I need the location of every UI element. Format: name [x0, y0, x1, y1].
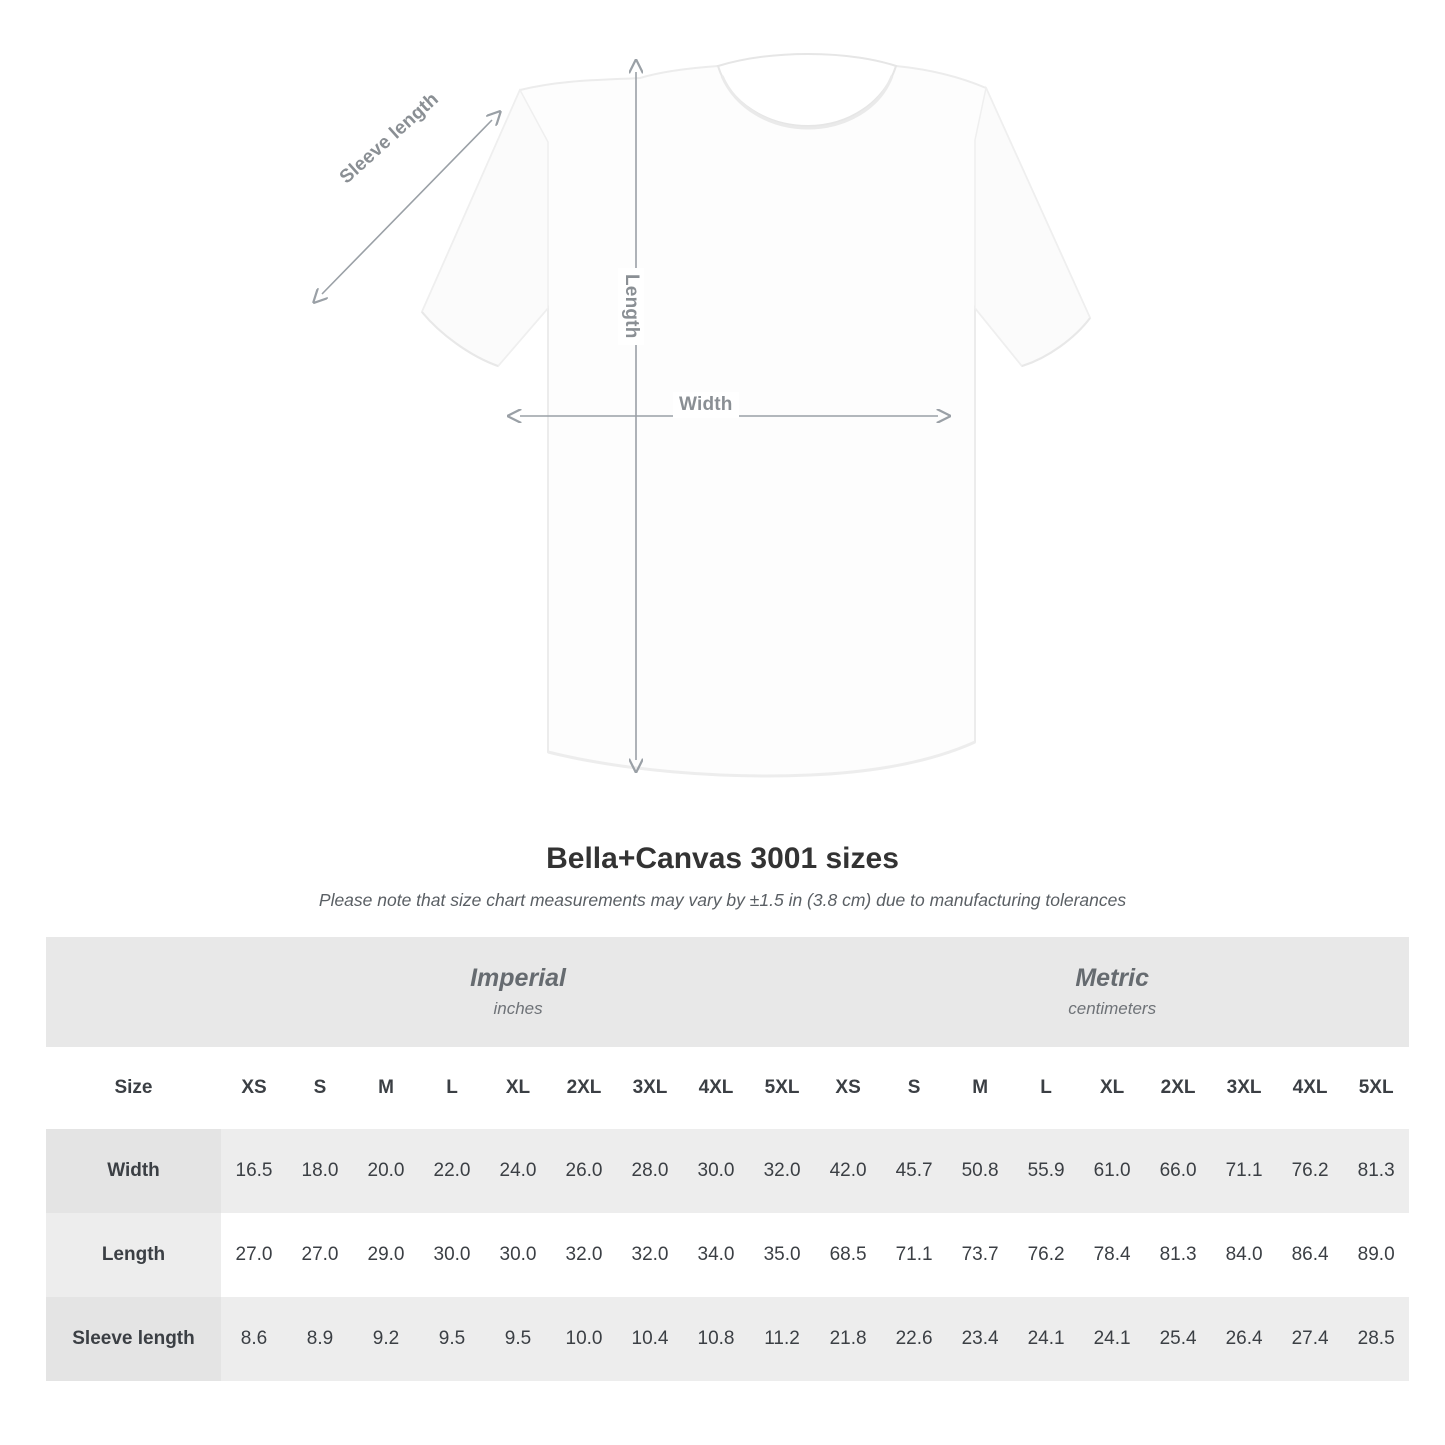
unit-header-row	[46, 937, 1409, 1047]
imperial-sub: inches	[493, 998, 543, 1018]
size-col-5xl-metric: 5XL	[1343, 1047, 1409, 1129]
cell-width-4xl-in: 30.0	[683, 1129, 749, 1213]
width-label: Width	[673, 392, 739, 418]
cell-width-m-cm: 50.8	[947, 1129, 1013, 1213]
cell-length-l-in: 30.0	[419, 1213, 485, 1297]
cell-width-5xl-cm: 81.3	[1343, 1129, 1409, 1213]
cell-sleeve-5xl-in: 11.2	[749, 1297, 815, 1381]
size-col-3xl-imperial: 3XL	[617, 1047, 683, 1129]
cell-length-2xl-cm: 81.3	[1145, 1213, 1211, 1297]
row-label-sleeve-length: Sleeve length	[46, 1297, 221, 1381]
cell-length-5xl-in: 35.0	[749, 1213, 815, 1297]
page-title: Bella+Canvas 3001 sizes	[546, 842, 899, 875]
cell-sleeve-l-cm: 24.1	[1013, 1297, 1079, 1381]
chart-title-block	[0, 842, 1445, 911]
cell-length-4xl-in: 34.0	[683, 1213, 749, 1297]
cell-sleeve-l-in: 9.5	[419, 1297, 485, 1381]
cell-length-l-cm: 76.2	[1013, 1213, 1079, 1297]
cell-sleeve-s-in: 8.9	[287, 1297, 353, 1381]
cell-length-m-cm: 73.7	[947, 1213, 1013, 1297]
cell-width-3xl-cm: 71.1	[1211, 1129, 1277, 1213]
size-col-l-metric: L	[1013, 1047, 1079, 1129]
cell-width-xl-cm: 61.0	[1079, 1129, 1145, 1213]
cell-length-3xl-cm: 84.0	[1211, 1213, 1277, 1297]
cell-sleeve-s-cm: 22.6	[881, 1297, 947, 1381]
cell-length-4xl-cm: 86.4	[1277, 1213, 1343, 1297]
cell-sleeve-2xl-in: 10.0	[551, 1297, 617, 1381]
row-label-length: Length	[46, 1213, 221, 1297]
size-chart-table	[46, 937, 1409, 1381]
cell-sleeve-5xl-cm: 28.5	[1343, 1297, 1409, 1381]
cell-width-2xl-in: 26.0	[551, 1129, 617, 1213]
cell-length-xs-in: 27.0	[221, 1213, 287, 1297]
cell-length-2xl-in: 32.0	[551, 1213, 617, 1297]
size-col-m-imperial: M	[353, 1047, 419, 1129]
size-col-5xl-imperial: 5XL	[749, 1047, 815, 1129]
cell-length-xl-cm: 78.4	[1079, 1213, 1145, 1297]
cell-sleeve-xl-in: 9.5	[485, 1297, 551, 1381]
cell-width-xs-cm: 42.0	[815, 1129, 881, 1213]
cell-sleeve-m-in: 9.2	[353, 1297, 419, 1381]
cell-length-3xl-in: 32.0	[617, 1213, 683, 1297]
cell-width-xl-in: 24.0	[485, 1129, 551, 1213]
size-col-l-imperial: L	[419, 1047, 485, 1129]
cell-length-m-in: 29.0	[353, 1213, 419, 1297]
metric-name: Metric	[1075, 964, 1149, 993]
length-label: Length	[618, 268, 644, 345]
unit-header-imperial	[221, 937, 815, 1047]
size-col-2xl-metric: 2XL	[1145, 1047, 1211, 1129]
cell-width-l-in: 22.0	[419, 1129, 485, 1213]
size-col-s-metric: S	[881, 1047, 947, 1129]
metric-sub: centimeters	[1068, 998, 1157, 1018]
cell-width-5xl-in: 32.0	[749, 1129, 815, 1213]
unit-header-metric	[815, 937, 1409, 1047]
cell-length-5xl-cm: 89.0	[1343, 1213, 1409, 1297]
row-header-size: Size	[46, 1047, 221, 1129]
cell-width-s-in: 18.0	[287, 1129, 353, 1213]
cell-width-3xl-in: 28.0	[617, 1129, 683, 1213]
cell-sleeve-3xl-in: 10.4	[617, 1297, 683, 1381]
size-header-row	[46, 1047, 1409, 1129]
cell-length-s-in: 27.0	[287, 1213, 353, 1297]
cell-sleeve-2xl-cm: 25.4	[1145, 1297, 1211, 1381]
row-label-width: Width	[46, 1129, 221, 1213]
cell-width-4xl-cm: 76.2	[1277, 1129, 1343, 1213]
size-col-2xl-imperial: 2XL	[551, 1047, 617, 1129]
unit-header-empty	[46, 937, 221, 1047]
cell-width-m-in: 20.0	[353, 1129, 419, 1213]
cell-sleeve-4xl-cm: 27.4	[1277, 1297, 1343, 1381]
table-row	[46, 1213, 1409, 1297]
cell-sleeve-m-cm: 23.4	[947, 1297, 1013, 1381]
size-col-xl-imperial: XL	[485, 1047, 551, 1129]
tolerance-note: Please note that size chart measurements may vary by ±1.5 in (3.8 cm) due to manufacturing tolerances	[318, 890, 1127, 910]
size-chart-table-wrapper	[46, 937, 1399, 1381]
cell-length-xl-in: 30.0	[485, 1213, 551, 1297]
cell-sleeve-xs-in: 8.6	[221, 1297, 287, 1381]
size-col-4xl-metric: 4XL	[1277, 1047, 1343, 1129]
cell-sleeve-xl-cm: 24.1	[1079, 1297, 1145, 1381]
size-col-3xl-metric: 3XL	[1211, 1047, 1277, 1129]
cell-length-xs-cm: 68.5	[815, 1213, 881, 1297]
imperial-name: Imperial	[470, 964, 566, 993]
table-row	[46, 1297, 1409, 1381]
size-col-xs-metric: XS	[815, 1047, 881, 1129]
size-col-xs-imperial: XS	[221, 1047, 287, 1129]
size-col-s-imperial: S	[287, 1047, 353, 1129]
size-col-xl-metric: XL	[1079, 1047, 1145, 1129]
cell-width-l-cm: 55.9	[1013, 1129, 1079, 1213]
cell-sleeve-xs-cm: 21.8	[815, 1297, 881, 1381]
cell-length-s-cm: 71.1	[881, 1213, 947, 1297]
cell-sleeve-3xl-cm: 26.4	[1211, 1297, 1277, 1381]
size-col-4xl-imperial: 4XL	[683, 1047, 749, 1129]
sleeve-length-label: Sleeve length	[330, 83, 449, 194]
cell-sleeve-4xl-in: 10.8	[683, 1297, 749, 1381]
cell-width-2xl-cm: 66.0	[1145, 1129, 1211, 1213]
cell-width-s-cm: 45.7	[881, 1129, 947, 1213]
table-row	[46, 1129, 1409, 1213]
cell-width-xs-in: 16.5	[221, 1129, 287, 1213]
size-col-m-metric: M	[947, 1047, 1013, 1129]
